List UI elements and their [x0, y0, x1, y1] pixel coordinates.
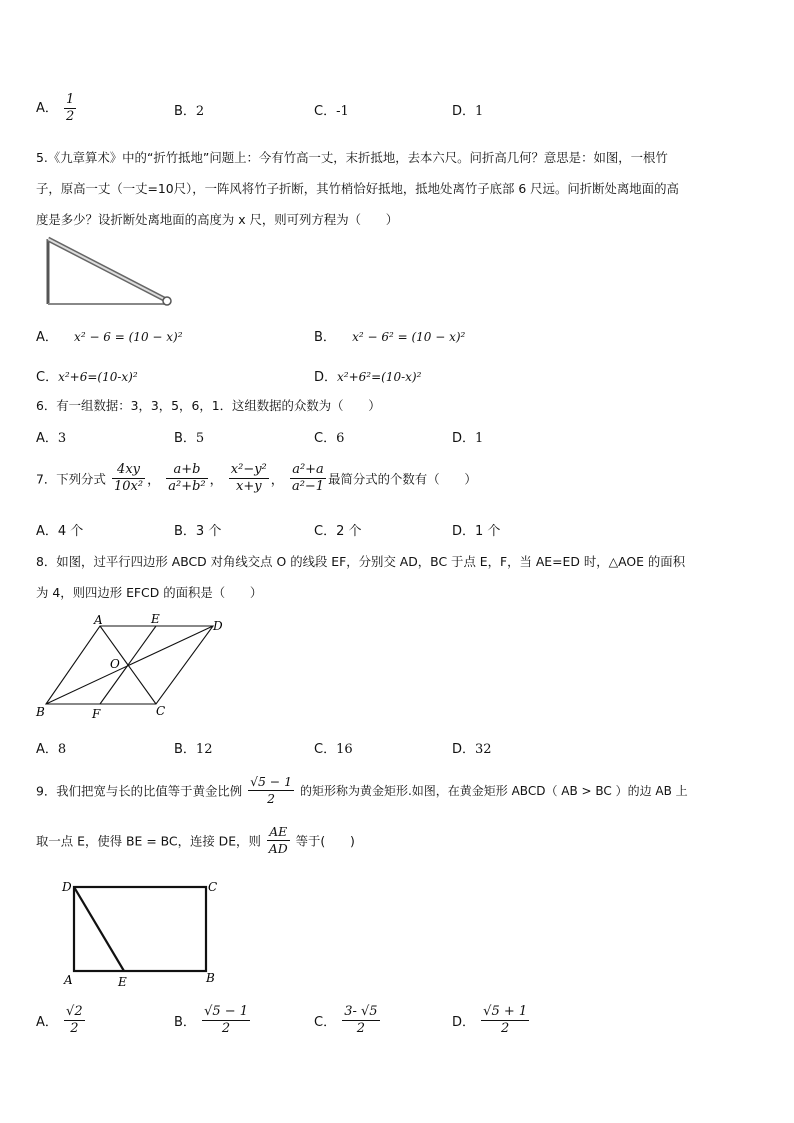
- q7-option-c: C．2 个: [314, 524, 362, 539]
- q5-option-b: B． x² − 6² = (10 − x)²: [314, 330, 466, 345]
- option-fraction: $\frac{√2}{2}$: [66, 1004, 83, 1036]
- q8-option-b: B．12: [174, 742, 213, 757]
- q8-parallelogram-figure: [30, 610, 240, 722]
- q7-fraction-3: $\frac{\text{x²−y²}}{x+y}$: [230, 462, 267, 494]
- label-f: F: [92, 707, 101, 721]
- q6-option-b: B．5: [174, 431, 205, 446]
- q6-option-d: D．1: [452, 431, 484, 446]
- q7-option-d: D．1 个: [452, 524, 501, 539]
- q5-option-d: D．x²+6²=(10-x)²: [314, 370, 422, 385]
- q7-stem: 7．下列分式 $\frac{4xy}{\text{10x²}}$ ， $\frac{a+b}{\text{a²+b²}}$ ， $\frac{\text{x²−y²}}{x+y}$ ， $\frac{\text{a²+a}}{\text{a²−1}}$ 最简分式的个数有（ ）: [36, 462, 477, 494]
- q4-option-d: D．1: [452, 104, 484, 119]
- option-fraction: $\frac{√5 - 1}{2}$: [204, 1004, 249, 1036]
- label-a: A: [94, 613, 103, 627]
- q8-option-c: C．16: [314, 742, 353, 757]
- option-fraction: $\frac{√5 + 1}{2}$: [483, 1004, 528, 1036]
- fraction: $\frac{1}{2}$: [66, 92, 75, 124]
- option-fraction: $\frac{3- √5}{2}$: [344, 1004, 378, 1036]
- label-b: B: [206, 971, 215, 985]
- q6-option-c: C．6: [314, 431, 345, 446]
- q5-option-c: C．x²+6=(10-x)²: [36, 370, 138, 385]
- q7-fraction-4: $\frac{\text{a²+a}}{\text{a²−1}}$: [291, 462, 325, 494]
- q7-fraction-2: $\frac{a+b}{\text{a²+b²}}$: [168, 462, 206, 494]
- q7-option-a: A．4 个: [36, 524, 84, 539]
- q9-golden-rectangle-figure: [52, 876, 232, 988]
- option-label: A．: [36, 101, 58, 116]
- q4-option-a: [36, 92, 78, 125]
- q7-option-b: B．3 个: [174, 524, 222, 539]
- q5-stem-line-1: 5.《九章算术》中的“折竹抵地”问题上：今有竹高一丈，末折抵地，去本六尺。问折高几何？意思是：如图，一根竹: [36, 150, 668, 165]
- q9-option-c: C． $\frac{3- √5}{2}$: [314, 1004, 378, 1036]
- q8-option-a: A．8: [36, 742, 67, 757]
- label-c: C: [156, 704, 166, 718]
- q5-option-a: A． x² − 6 = (10 − x)²: [36, 330, 183, 345]
- q4-option-c: C．-1: [314, 104, 349, 119]
- label-o: O: [110, 657, 120, 671]
- label-d: D: [213, 619, 223, 633]
- q9-stem-line-2: 取一点 E，使得 BE = BC，连接 DE，则 $\frac{AE}{AD}$ 等于( ): [36, 824, 355, 856]
- label-d: D: [62, 880, 72, 894]
- q8-stem-line-2: 为 4，则四边形 EFCD 的面积是（ ）: [36, 585, 263, 600]
- q8-stem-line-1: 8．如图，过平行四边形 ABCD 对角线交点 O 的线段 EF，分别交 AD，BC 于点 E，F，当 AE=ED 时，△AOE 的面积: [36, 554, 686, 569]
- q9-stem-line-1: 9．我们把宽与长的比值等于黄金比例 $\frac{√5 - 1}{2}$ 的矩形称为黄金矩形.如图，在黄金矩形 ABCD（ AB > BC ）的边 AB 上: [36, 774, 688, 806]
- q9-option-a: A． $\frac{√2}{2}$: [36, 1004, 83, 1036]
- label-e: E: [118, 975, 127, 988]
- q5-stem-line-3: 度是多少？设折断处离地面的高度为 x 尺，则可列方程为（ ）: [36, 212, 399, 227]
- q5-bamboo-figure: [40, 234, 180, 310]
- q6-option-a: A．3: [36, 431, 67, 446]
- q9-option-d: D． $\frac{√5 + 1}{2}$: [452, 1004, 528, 1036]
- q9-option-b: B． $\frac{√5 - 1}{2}$: [174, 1004, 249, 1036]
- q4-option-b: B．2: [174, 104, 205, 119]
- ae-ad-fraction: $\frac{AE}{AD}$: [268, 824, 288, 856]
- label-a: A: [64, 973, 73, 987]
- q8-option-d: D．32: [452, 742, 492, 757]
- q6-stem: 6．有一组数据：3，3，5，6，1．这组数据的众数为（ ）: [36, 398, 381, 413]
- q7-fraction-1: $\frac{4xy}{\text{10x²}}$: [113, 462, 144, 494]
- golden-ratio-fraction: $\frac{√5 - 1}{2}$: [250, 774, 293, 806]
- label-b: B: [36, 705, 45, 719]
- label-e: E: [151, 612, 160, 626]
- q5-stem-line-2: 子，原高一丈（一丈=10尺），一阵风将竹子折断，其竹梢恰好抵地，抵地处离竹子底部 6 尺远。问折断处离地面的高: [36, 181, 679, 196]
- label-c: C: [208, 880, 218, 894]
